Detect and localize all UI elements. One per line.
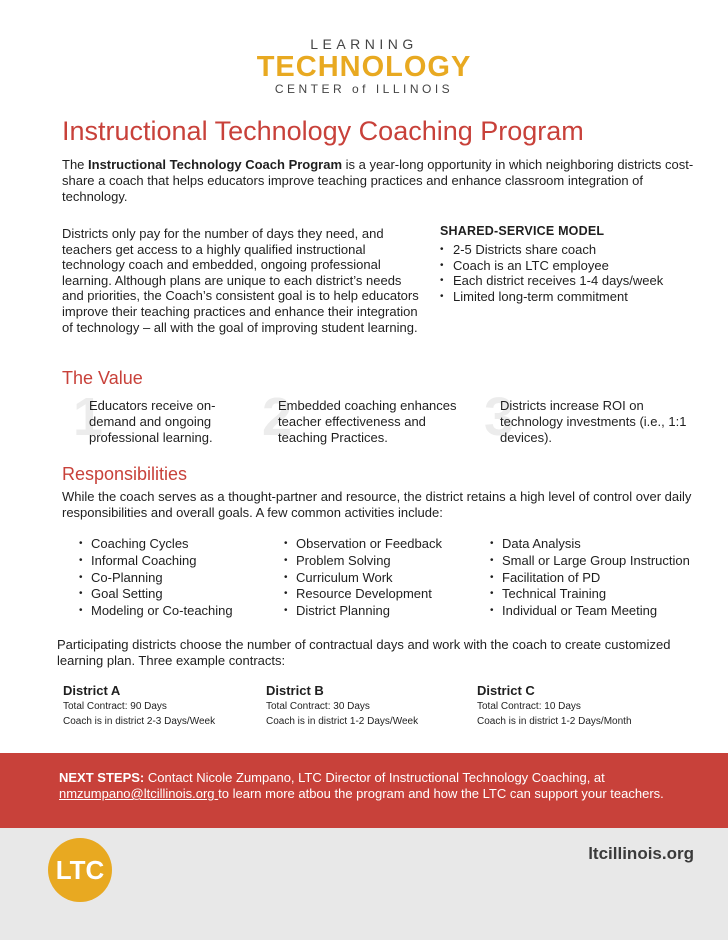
intro-post: is a year-long opportunity in which neighboring districts cost-share a coach that helps educators improve teaching practices and enhance classroom integration of technology. bbox=[62, 157, 694, 204]
footer bbox=[0, 828, 728, 940]
intro-pre: The bbox=[62, 157, 89, 172]
district-name: District A bbox=[63, 683, 121, 698]
value-item-3 bbox=[484, 387, 690, 447]
page-title: Instructional Technology Coaching Program bbox=[62, 116, 584, 146]
value-text: Educators receive on-demand and ongoing professional learning. bbox=[89, 398, 216, 445]
value-number: 2 bbox=[262, 387, 293, 447]
list-item: • Each district receives 1-4 days/week bbox=[440, 273, 710, 289]
list-item: • Informal Coaching bbox=[79, 553, 233, 570]
value-text: Embedded coaching enhances teacher effectiveness and teaching Practices. bbox=[278, 398, 457, 445]
overview-paragraph: Districts only pay for the number of days they need, and teachers get access to a highly qualified instructional technology coach and embedded, ongoing professional learning. Although plans are unique to each district’s needs and priorities, the Coach’s consistent goal is to help educators improve their teaching practices and enhance their integration of technology – all with the goal of improving student learning. bbox=[62, 226, 419, 335]
activities-column-3 bbox=[490, 536, 690, 620]
list-item: • Coach is an LTC employee bbox=[440, 258, 710, 274]
district-total: Total Contract: 90 Days bbox=[63, 701, 167, 712]
shared-service-model bbox=[440, 224, 710, 304]
logo-line-learning: LEARNING bbox=[310, 36, 418, 52]
district-schedule: Coach is in district 1-2 Days/Week bbox=[266, 716, 419, 727]
contracts-intro: Participating districts choose the number of contractual days and work with the coach to create customized learning plan. Three example contracts: bbox=[57, 637, 671, 668]
logo-line-center: CENTER of ILLINOIS bbox=[274, 82, 454, 96]
district-schedule: Coach is in district 2-3 Days/Week bbox=[63, 716, 216, 727]
ltc-header-logo bbox=[0, 36, 728, 96]
shared-service-list bbox=[440, 242, 710, 304]
shared-service-heading: SHARED-SERVICE MODEL bbox=[440, 224, 605, 238]
activities-column-2 bbox=[284, 536, 442, 620]
district-name: District B bbox=[266, 683, 324, 698]
list-item: • Coaching Cycles bbox=[79, 536, 233, 553]
website-link[interactable]: ltcillinois.org bbox=[588, 844, 694, 863]
list-item: • Modeling or Co-teaching bbox=[79, 603, 233, 620]
intro-paragraph bbox=[62, 157, 702, 205]
list-item: • Facilitation of PD bbox=[490, 570, 690, 587]
list-item: • Individual or Team Meeting bbox=[490, 603, 690, 620]
value-number: 1 bbox=[73, 387, 104, 447]
list-item: • Curriculum Work bbox=[284, 570, 442, 587]
value-item-1 bbox=[73, 387, 259, 447]
list-item: • Small or Large Group Instruction bbox=[490, 553, 690, 570]
value-number: 3 bbox=[484, 387, 515, 447]
list-item: • Goal Setting bbox=[79, 586, 233, 603]
list-item: • Resource Development bbox=[284, 586, 442, 603]
district-b-contract bbox=[266, 683, 418, 729]
next-steps-label: NEXT STEPS: bbox=[59, 770, 145, 785]
district-schedule: Coach is in district 1-2 Days/Month bbox=[477, 716, 632, 727]
list-item: • District Planning bbox=[284, 603, 442, 620]
next-steps-rest: to learn more atbou the program and how the LTC can support your teachers. bbox=[218, 786, 664, 801]
list-item: • 2-5 Districts share coach bbox=[440, 242, 710, 258]
district-name: District C bbox=[477, 683, 535, 698]
logo-line-technology: TECHNOLOGY bbox=[256, 51, 472, 83]
email-link[interactable]: nmzumpano@ltcillinois.org bbox=[59, 786, 219, 801]
ltc-logo-icon: LTC bbox=[48, 838, 112, 902]
value-heading: The Value bbox=[62, 368, 143, 388]
list-item: • Data Analysis bbox=[490, 536, 690, 553]
next-steps-contact: Contact Nicole Zumpano, LTC Director of Instructional Technology Coaching, at bbox=[144, 770, 605, 785]
list-item: • Limited long-term commitment bbox=[440, 289, 710, 305]
list-item: • Observation or Feedback bbox=[284, 536, 442, 553]
responsibilities-text: While the coach serves as a thought-partner and resource, the district retains a high level of control over daily responsibilities and overall goals. A few common activities include: bbox=[62, 489, 692, 520]
value-item-2 bbox=[262, 387, 478, 447]
district-a-contract bbox=[63, 683, 215, 729]
next-steps-banner bbox=[0, 753, 728, 828]
value-text: Districts increase ROI on technology investments (i.e., 1:1 devices). bbox=[500, 398, 687, 445]
list-item: • Technical Training bbox=[490, 586, 690, 603]
list-item: • Co-Planning bbox=[79, 570, 233, 587]
next-steps-text bbox=[59, 770, 709, 802]
district-total: Total Contract: 30 Days bbox=[266, 701, 370, 712]
district-c-contract bbox=[477, 683, 632, 729]
list-item: • Problem Solving bbox=[284, 553, 442, 570]
intro-bold: Instructional Technology Coach Program bbox=[88, 157, 343, 172]
responsibilities-heading: Responsibilities bbox=[62, 464, 188, 484]
district-total: Total Contract: 10 Days bbox=[477, 701, 581, 712]
activities-column-1 bbox=[79, 536, 233, 620]
